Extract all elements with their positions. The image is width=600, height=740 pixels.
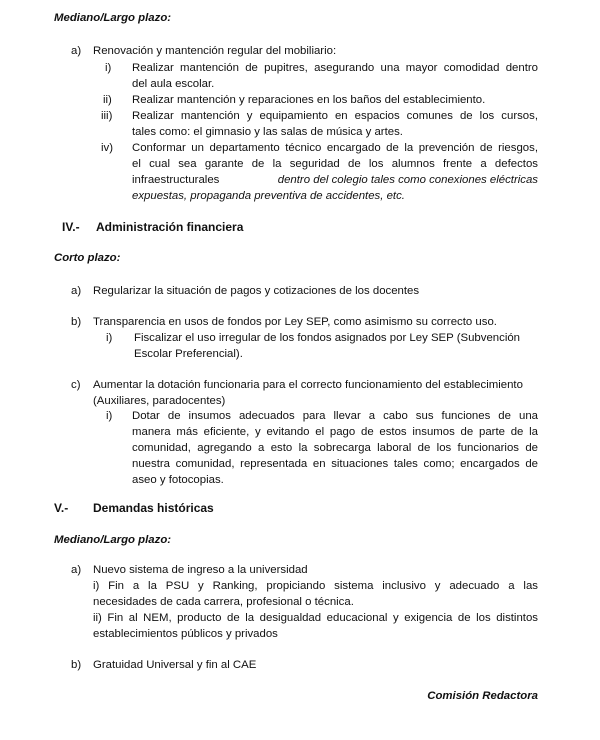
sublist-item-i-line2: del aula escolar.	[132, 78, 215, 90]
list-item-a-sub-line3: ii) Fin al NEM, producto de la desigualdad educacional y exigencia de los distintos	[93, 612, 538, 624]
sublist-item-c-i-line4: nuestra comunidad, representada en situaciones tales como; encargados de	[132, 458, 538, 470]
sublist-marker-i: i)	[106, 332, 113, 344]
section-v-title: Demandas históricas	[93, 501, 214, 515]
list-item-a-text: Regularizar la situación de pagos y cotizaciones de los docentes	[93, 285, 420, 297]
list-marker-a: a)	[71, 564, 82, 576]
list-marker-b: b)	[71, 316, 82, 328]
sublist-item-c-i-line5: aseo y fotocopias.	[132, 474, 224, 486]
sublist-item-iv-line3-plain: infraestructurales	[132, 174, 220, 186]
sublist-marker-iv: iv)	[101, 142, 114, 154]
sublist-item-b-i-line2: Escolar Preferencial).	[134, 348, 243, 360]
list-marker-c: c)	[71, 379, 81, 391]
list-marker-a: a)	[71, 285, 82, 297]
list-item-a-text: Renovación y mantención regular del mobiliario:	[93, 45, 337, 57]
sublist-item-c-i-line2: manera más eficiente, y evitando el pago de estos insumos de parte de la	[132, 426, 538, 438]
sublist-item-ii-line1: Realizar mantención y reparaciones en los baños del establecimiento.	[132, 94, 486, 106]
list-marker-a: a)	[71, 45, 82, 57]
section-iv-number: IV.-	[62, 220, 80, 234]
sublist-item-iv-line4: expuestas, propaganda preventiva de accidentes, etc.	[132, 190, 405, 202]
sublist-item-iv-line3	[132, 173, 538, 189]
sublist-marker-i: i)	[105, 62, 112, 74]
section-v-number: V.-	[54, 501, 69, 515]
sublist-marker-ii: ii)	[103, 94, 112, 106]
signature-line: Comisión Redactora	[427, 690, 538, 702]
list-item-b-text: Gratuidad Universal y fin al CAE	[93, 659, 257, 671]
subheading-medium-long-term: Mediano/Largo plazo:	[54, 534, 172, 546]
sublist-item-iv-line3-italic: dentro del colegio tales como conexiones eléctricas	[277, 174, 538, 186]
list-item-c-line2: (Auxiliares, paradocentes)	[93, 395, 226, 407]
sublist-item-i-line1: Realizar mantención de pupitres, asegurando una mayor comodidad dentro	[132, 62, 538, 74]
list-item-a-sub-line1: i) Fin a la PSU y Ranking, propiciando sistema inclusivo y adecuado a las	[93, 580, 538, 592]
list-item-a-sub-line4: establecimientos públicos y privados	[93, 628, 278, 640]
sublist-item-iii-line1: Realizar mantención y equipamiento en espacios comunes de los cursos,	[132, 110, 538, 122]
list-item-b-text: Transparencia en usos de fondos por Ley SEP, como asimismo su correcto uso.	[93, 316, 497, 328]
sublist-marker-i: i)	[106, 410, 113, 422]
subheading-short-term: Corto plazo:	[54, 252, 121, 264]
list-item-c-line1: Aumentar la dotación funcionaria para el correcto funcionamiento del establecimiento	[93, 379, 523, 391]
sublist-item-b-i-line1: Fiscalizar el uso irregular de los fondos asignados por Ley SEP (Subvención	[134, 332, 521, 344]
list-item-a-sub-line2: necesidades de cada carrera, profesional o técnica.	[93, 596, 354, 608]
sublist-item-iii-line2: tales como: el gimnasio y las salas de música y artes.	[132, 126, 403, 138]
section-iv-title: Administración financiera	[96, 220, 244, 234]
list-item-a-text: Nuevo sistema de ingreso a la universidad	[93, 564, 308, 576]
sublist-item-iv-line1: Conformar un departamento técnico encargado de la prevención de riesgos,	[132, 142, 538, 154]
list-marker-b: b)	[71, 659, 82, 671]
subheading-medium-long-term: Mediano/Largo plazo:	[54, 12, 172, 24]
sublist-item-iv-line2: el cual sea garante de la seguridad de los alumnos frente a defectos	[132, 158, 538, 170]
sublist-item-c-i-line1: Dotar de insumos adecuados para llevar a cabo sus funciones de una	[132, 410, 538, 422]
sublist-item-c-i-line3: comunidad, agregando a esto la sobrecarga laboral de los funcionarios de	[132, 442, 538, 454]
sublist-marker-iii: iii)	[101, 110, 113, 122]
